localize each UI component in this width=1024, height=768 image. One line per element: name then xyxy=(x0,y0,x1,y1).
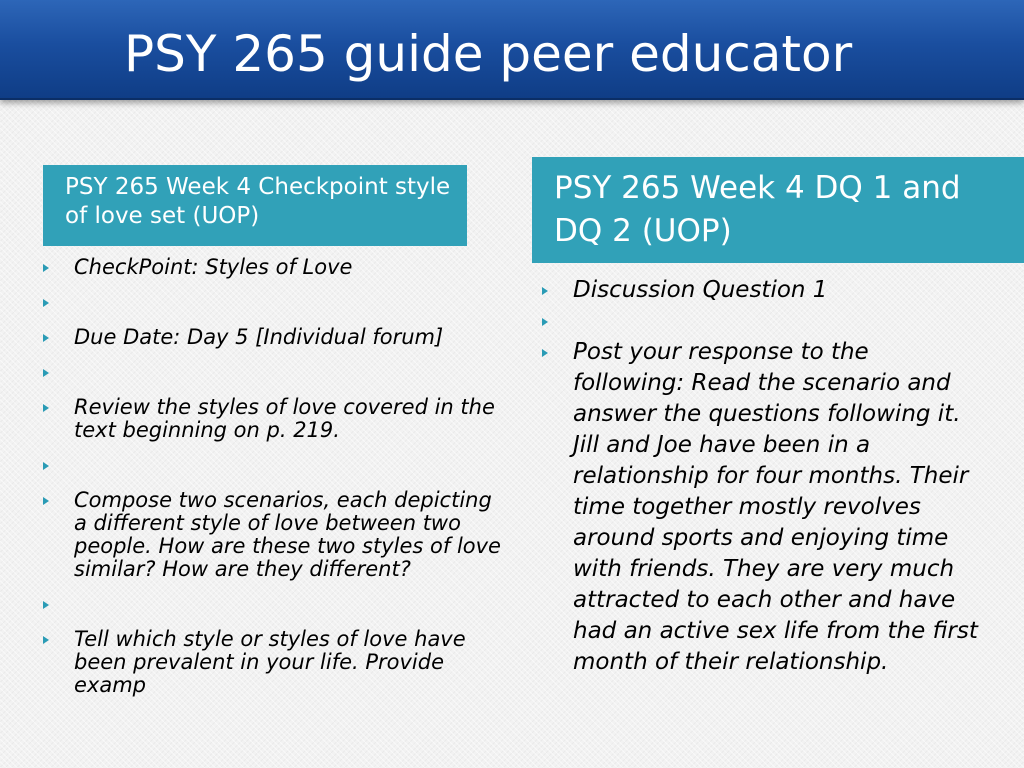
right-heading-text: PSY 265 Week 4 DQ 1 and DQ 2 (UOP) xyxy=(554,170,961,249)
bullet-arrow-icon xyxy=(43,462,49,470)
list-item xyxy=(43,628,503,697)
list-item xyxy=(43,396,503,442)
bullet-arrow-icon xyxy=(43,264,49,272)
list-item xyxy=(43,256,503,279)
list-item xyxy=(43,593,503,616)
list-item xyxy=(43,361,503,384)
list-item-text: Compose two scenarios, each depicting a different style of love between two people. How are these two styles of love similar? How are they different? xyxy=(74,488,501,581)
right-heading-box xyxy=(532,157,1024,263)
list-item-text: Discussion Question 1 xyxy=(573,277,828,303)
left-bullet-list xyxy=(43,256,503,709)
slide-title: PSY 265 guide peer educator xyxy=(124,25,853,83)
bullet-arrow-icon xyxy=(43,497,49,505)
bullet-arrow-icon xyxy=(43,299,49,307)
bullet-arrow-icon xyxy=(43,334,49,342)
bullet-arrow-icon xyxy=(43,369,49,377)
bullet-arrow-icon xyxy=(542,318,548,326)
list-item-text: Post your response to the following: Read the scenario and answer the questions following it. Jill and Joe have been in a relationship for four months. Their time together mostly revolves around sports and enjoying time with friends. They are very much attracted to each other and have had an active sex life from the first month of their relationship. xyxy=(573,339,978,675)
bullet-arrow-icon xyxy=(542,349,548,357)
bullet-arrow-icon xyxy=(43,404,49,412)
list-item xyxy=(43,454,503,477)
list-item xyxy=(542,275,982,306)
left-heading-box xyxy=(43,165,467,246)
right-bullet-list xyxy=(542,275,982,678)
bullet-arrow-icon xyxy=(43,601,49,609)
list-item-text: Due Date: Day 5 [Individual forum] xyxy=(74,325,444,349)
bullet-arrow-icon xyxy=(542,287,548,295)
list-item xyxy=(43,291,503,314)
title-bar xyxy=(0,0,1024,100)
left-heading-text: PSY 265 Week 4 Checkpoint style of love set (UOP) xyxy=(65,174,451,229)
list-item-text: Review the styles of love covered in the text beginning on p. 219. xyxy=(74,395,495,442)
list-item-text: Tell which style or styles of love have been prevalent in your life. Provide examp xyxy=(74,627,466,697)
list-item xyxy=(43,326,503,349)
list-item xyxy=(542,306,982,337)
list-item xyxy=(43,489,503,581)
bullet-arrow-icon xyxy=(43,636,49,644)
list-item xyxy=(542,337,982,678)
list-item-text: CheckPoint: Styles of Love xyxy=(74,255,353,279)
